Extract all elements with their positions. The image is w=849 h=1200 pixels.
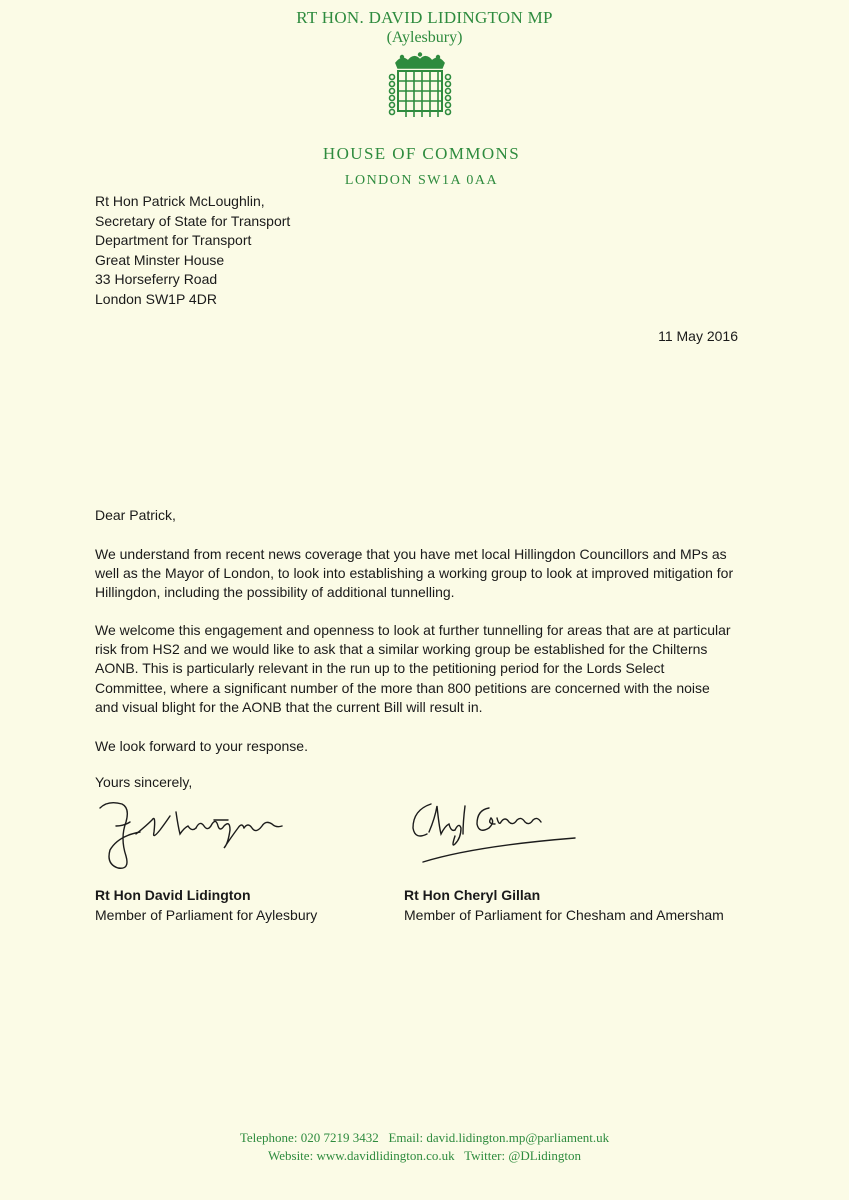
telephone-number: 020 7219 3432 — [300, 1130, 379, 1145]
recipient-line: Department for Transport — [95, 232, 252, 249]
body-paragraph: We understand from recent news coverage that you have met local Hillingdon Councillors and MPs as well as the Mayor of London, to look into establishing a working group to look at improved mitigation for Hillingdon, including the possibility of additional tunnelling. — [95, 546, 734, 601]
salutation: Dear Patrick, — [95, 507, 176, 523]
signature-gillan — [405, 796, 585, 871]
letterhead-address: LONDON SW1A 0AA — [344, 173, 499, 188]
recipient-line: 33 Horseferry Road — [95, 271, 218, 288]
recipient-line: London SW1P 4DR — [95, 290, 217, 307]
email-address[interactable]: david.lidington.mp@parliament.uk — [426, 1130, 610, 1145]
email-label: Email: — [388, 1130, 424, 1145]
portcullis-icon — [384, 51, 456, 123]
letterhead-name: RT HON. DAVID LIDINGTON MP — [296, 8, 553, 27]
footer-contact — [0, 1130, 849, 1146]
website-link[interactable]: www.davidlidington.co.uk — [316, 1148, 455, 1163]
body-paragraph: We welcome this engagement and openness to look at further tunnelling for areas that are at particular risk from HS2 and we would like to ask that a similar working group be established for the Chilterns AONB. This is particularly relevant in the run up to the petitioning period for the Lords Select Committee, where a significant number of the more than 800 petitions are concerned with the noise and visual blight for the AONB that the current Bill will result in. — [95, 622, 731, 715]
signatory-name: Rt Hon David Lidington — [95, 887, 251, 903]
recipient-address — [95, 192, 290, 310]
signatory-role: Member of Parliament for Aylesbury — [95, 907, 318, 923]
signature-lidington — [96, 792, 286, 876]
recipient-line: Great Minster House — [95, 251, 225, 268]
signatory-name: Rt Hon Cheryl Gillan — [404, 887, 541, 903]
letterhead-house: HOUSE OF COMMONS — [322, 144, 521, 163]
letter-date: 11 May 2016 — [658, 328, 738, 344]
closing: Yours sincerely, — [95, 774, 193, 790]
telephone-label: Telephone: — [239, 1130, 298, 1145]
recipient-line: Secretary of State for Transport — [95, 212, 291, 229]
twitter-label: Twitter: — [464, 1148, 506, 1163]
twitter-handle[interactable]: @DLidington — [508, 1148, 581, 1163]
signatory-block — [95, 885, 317, 925]
recipient-line: Rt Hon Patrick McLoughlin, — [95, 193, 265, 209]
signatory-block — [404, 885, 724, 925]
signatory-role: Member of Parliament for Chesham and Amersham — [404, 907, 724, 923]
website-label: Website: — [268, 1148, 314, 1163]
body-paragraph: We look forward to your response. — [95, 738, 308, 754]
footer-web — [0, 1148, 849, 1164]
letterhead-constituency: (Aylesbury) — [386, 29, 463, 46]
